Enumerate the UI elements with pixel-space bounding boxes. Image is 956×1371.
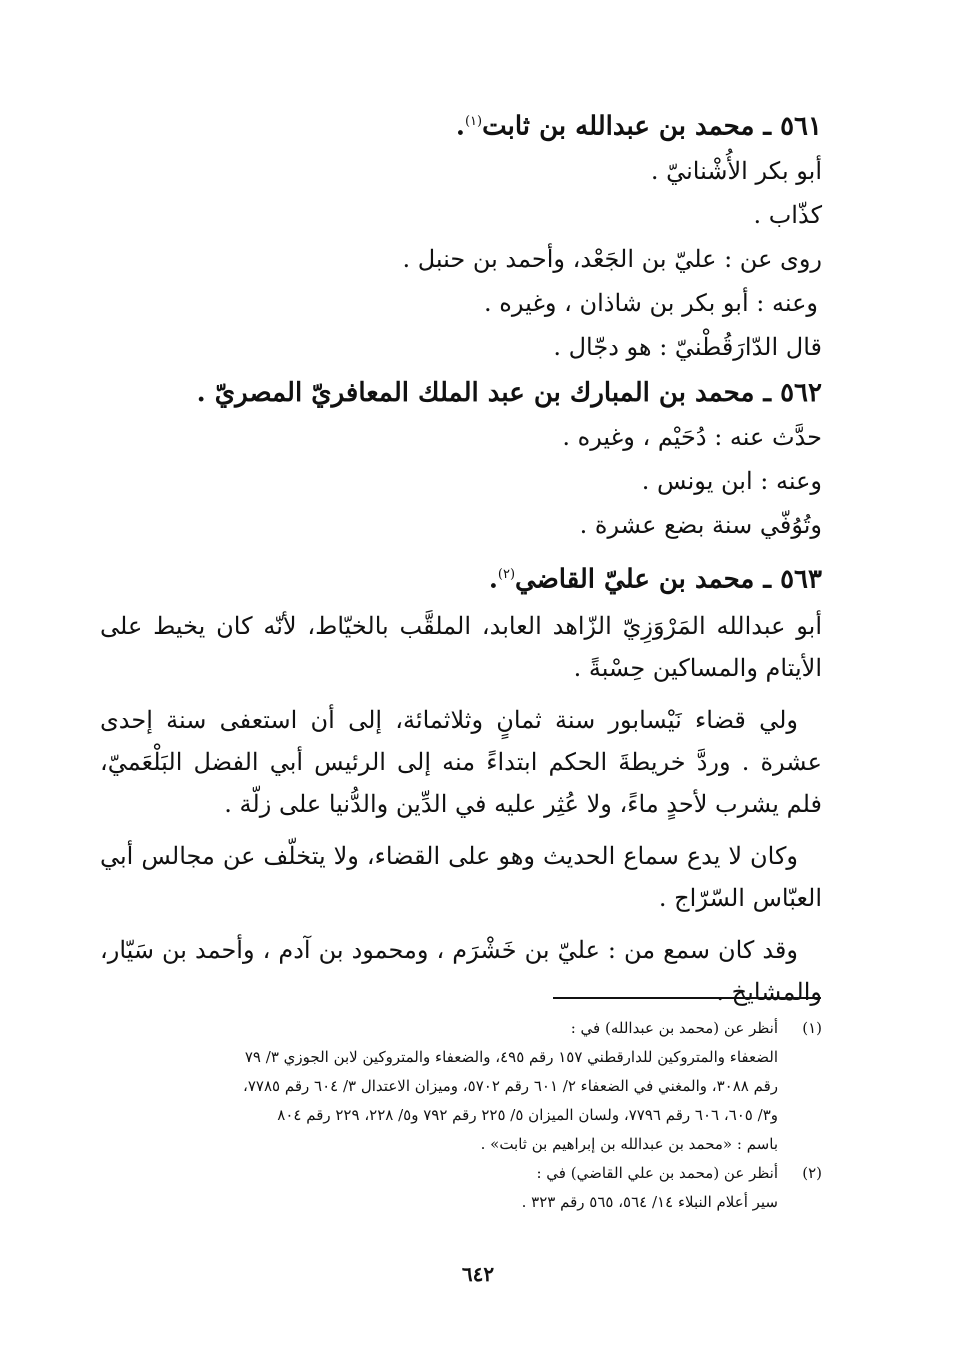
footnote-line: باسم : «محمد بن عبدالله بن إبراهيم بن ثابت» . — [480, 1135, 778, 1153]
footnote-number: (١) — [802, 1019, 822, 1037]
footnote-2 — [100, 1159, 822, 1217]
footnote-number: (٢) — [802, 1164, 822, 1182]
entry-line: وتُوُفّي سنة بضع عشرة . — [579, 510, 822, 539]
footnote-1 — [100, 1014, 822, 1159]
footnote-body — [100, 1159, 778, 1217]
footnote-line: أنظر عن (محمد بن علي القاضي) في : — [536, 1164, 778, 1182]
entry-paragraph: ولي قضاء نَيْسابور سنة ثمانٍ وثلاثمائة، إلى أن استعفى سنة إحدى عشرة . وردَّ خريطةَ الحكم ابتداءً منه إلى الرئيس أبي الفضل البَلْعَميّ، فلم يشرب لأحدٍ ماءً، ولا عُثِر عليه في الدِّين والدُّنيا على زلّة . — [100, 706, 822, 819]
footnote-line: رقم ٣٠٨٨، والمغني في الضعفاء ٢/ ٦٠١ رقم ٥٧٠٢، وميزان الاعتدال ٣/ ٦٠٤ رقم ٧٧٨٥، — [243, 1077, 778, 1095]
footnote-separator — [553, 997, 821, 999]
footnote-line: سير أعلام النبلاء ١٤/ ٥٦٤، ٥٦٥ رقم ٣٢٣ . — [521, 1193, 778, 1211]
entry-line: وعنه : ابن يونس . — [641, 466, 822, 495]
entry-line: أبو بكر الأُشْنانيّ . — [650, 156, 822, 185]
entry-line: حدَّث عنه : دُحَيْم ، وغيره . — [562, 422, 822, 451]
footnote-ref-1[interactable]: (١) — [464, 114, 483, 129]
entry-line: روى عن : عليّ بن الجَعْد، وأحمد بن حنبل . — [402, 244, 822, 273]
footnote-body — [100, 1014, 778, 1159]
footnote-line: و٣/ ٦٠٥، ٦٠٦ رقم ٧٧٩٦، ولسان الميزان ٥/ ٢٢٥ رقم ٧٩٢ و٥/ ٢٢٨، ٢٢٩ رقم ٨٠٤ — [277, 1106, 778, 1124]
entry-line: قال الدّارَقُطْنيّ : هو دجّال . — [553, 332, 822, 361]
entry-paragraph: وكان لا يدع سماع الحديث وهو على القضاء، ولا يتخلّف عن مجالس أبي العبّاس السّرّاج . — [100, 842, 822, 913]
entry-heading-561: ٥٦١ ـ محمد بن عبدالله بن ثابت$^{(١)}$. — [455, 111, 822, 142]
footnote-ref-2[interactable]: (٢) — [497, 566, 516, 582]
footnotes — [100, 1014, 822, 1217]
main-text — [100, 100, 822, 1013]
entry-heading-562: ٥٦٢ ـ محمد بن المبارك بن عبد الملك المعافريّ المصريّ . — [196, 377, 822, 408]
entry-paragraph: أبو عبدالله المَرْوَزِيّ الزّاهد العابد، الملقَّب بالخيّاط، لأنّه كان يخيط على الأيتام والمساكين حِسْبةً . — [100, 612, 822, 683]
page-number: ٦٤٢ — [461, 1262, 495, 1286]
entry-heading-563: ٥٦٣ ـ محمد بن عليّ القاضي$^{(٢)}$. — [488, 564, 822, 595]
entry-line: كذّاب . — [753, 200, 822, 229]
footnote-line: الضعفاء والمتروكين للدارقطني ١٥٧ رقم ٤٩٥، والضعفاء والمتروكين لابن الجوزي ٣/ ٧٩ — [244, 1048, 778, 1066]
footnote-line: أنظر عن (محمد بن عبدالله) في : — [570, 1019, 778, 1037]
entry-paragraph: وقد كان سمع من : عليّ بن خَشْرَم ، ومحمود بن آدم ، وأحمد بن سَيّار، والمشايخ . — [100, 936, 822, 1007]
entry-line: وعنه : أبو بكر بن شاذان ، وغيره . — [484, 288, 818, 317]
